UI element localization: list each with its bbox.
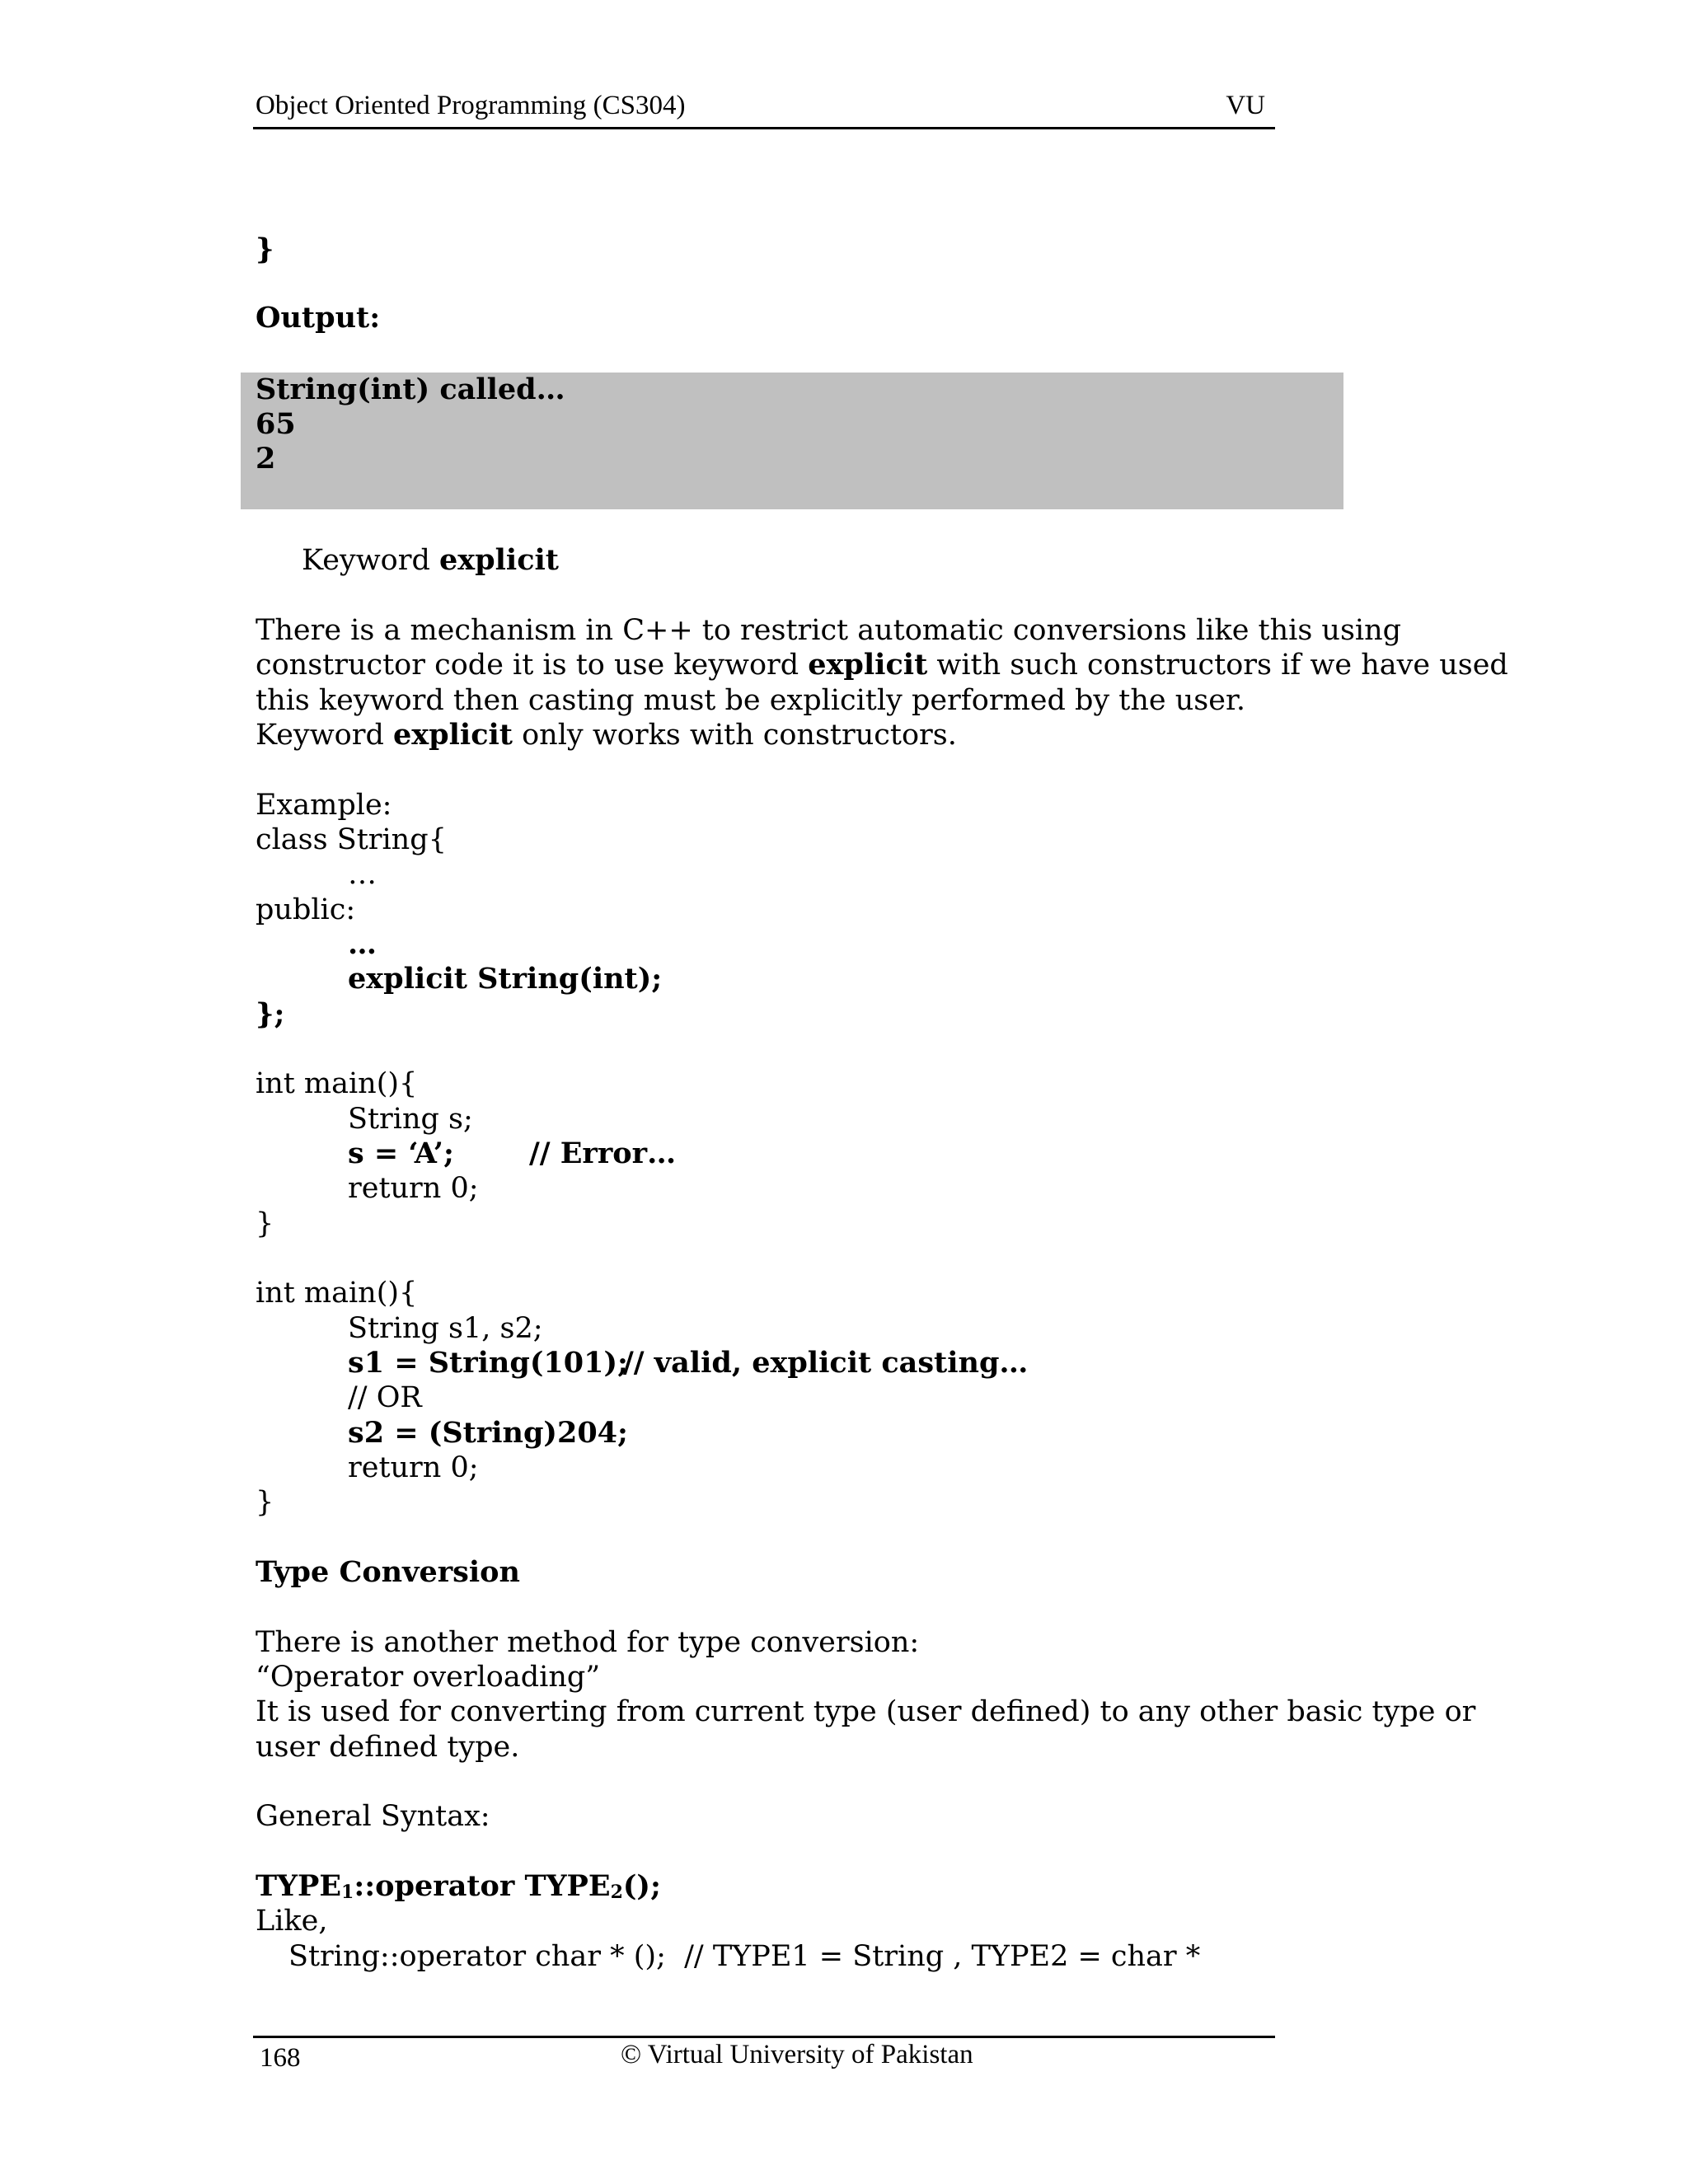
closing-brace: } — [256, 232, 274, 266]
code-line: int main(){ — [256, 1277, 418, 1310]
code-line: s1 = String(101); — [348, 1346, 628, 1380]
code-line: String::operator char * (); // TYPE1 = String , TYPE2 = char * — [288, 1940, 1201, 1973]
section-heading-explicit: Keyword explicit — [302, 543, 559, 577]
code-line: explicit String(int); — [348, 962, 663, 996]
code-line: String s; — [348, 1103, 473, 1136]
code-line: s2 = (String)204; — [348, 1416, 628, 1450]
page-footer — [253, 2036, 1275, 2073]
syntax-label: General Syntax: — [256, 1800, 490, 1833]
paragraph-line: “Operator overloading” — [256, 1661, 601, 1694]
code-line: class String{ — [256, 823, 447, 856]
paragraph-line: It is used for converting from current type (user defined) to any other basic type or — [256, 1695, 1476, 1728]
output-line: String(int) called… — [256, 373, 565, 406]
code-line: return 0; — [348, 1172, 479, 1205]
code-line: // OR — [348, 1381, 422, 1414]
page-number: 168 — [260, 2043, 301, 2073]
code-line: int main(){ — [256, 1067, 418, 1100]
code-line: s = ‘A’; — [348, 1137, 454, 1170]
output-box — [241, 373, 1343, 509]
output-line: 2 — [256, 442, 276, 476]
code-line: }; — [256, 997, 285, 1031]
paragraph-line: user defined type. — [256, 1731, 520, 1764]
paragraph-line: There is another method for type conversion: — [256, 1626, 920, 1659]
paragraph-line: constructor code it is to use keyword explicit with such constructors if we have used — [256, 648, 1508, 682]
code-comment: // valid, explicit casting… — [623, 1346, 1029, 1380]
code-line: return 0; — [348, 1451, 479, 1484]
code-line: … — [348, 927, 377, 961]
paragraph-line: this keyword then casting must be explicitly performed by the user. — [256, 684, 1245, 717]
output-line: 65 — [256, 407, 296, 441]
code-line: } — [256, 1486, 274, 1519]
header-course-title: Object Oriented Programming (CS304) — [256, 91, 686, 120]
output-label: Output: — [256, 301, 381, 335]
footer-copyright: © Virtual University of Pakistan — [621, 2040, 973, 2069]
code-comment: // Error… — [529, 1137, 677, 1170]
paragraph-line: Keyword explicit only works with constructors. — [256, 718, 957, 752]
paragraph-line: There is a mechanism in C++ to restrict automatic conversions like this using — [256, 614, 1402, 647]
code-line: public: — [256, 893, 356, 926]
section-heading-type-conversion: Type Conversion — [256, 1555, 520, 1589]
code-line: } — [256, 1207, 274, 1240]
header-org: VU — [1226, 91, 1265, 120]
example-label: Example: — [256, 789, 392, 822]
code-line: … — [348, 858, 377, 891]
code-line: String s1, s2; — [348, 1312, 543, 1345]
page-header — [253, 91, 1275, 129]
paragraph-line: Like, — [256, 1905, 328, 1938]
syntax-line: $TYPE_1::operator$ $TYPE_2()$; — [256, 1869, 661, 1903]
